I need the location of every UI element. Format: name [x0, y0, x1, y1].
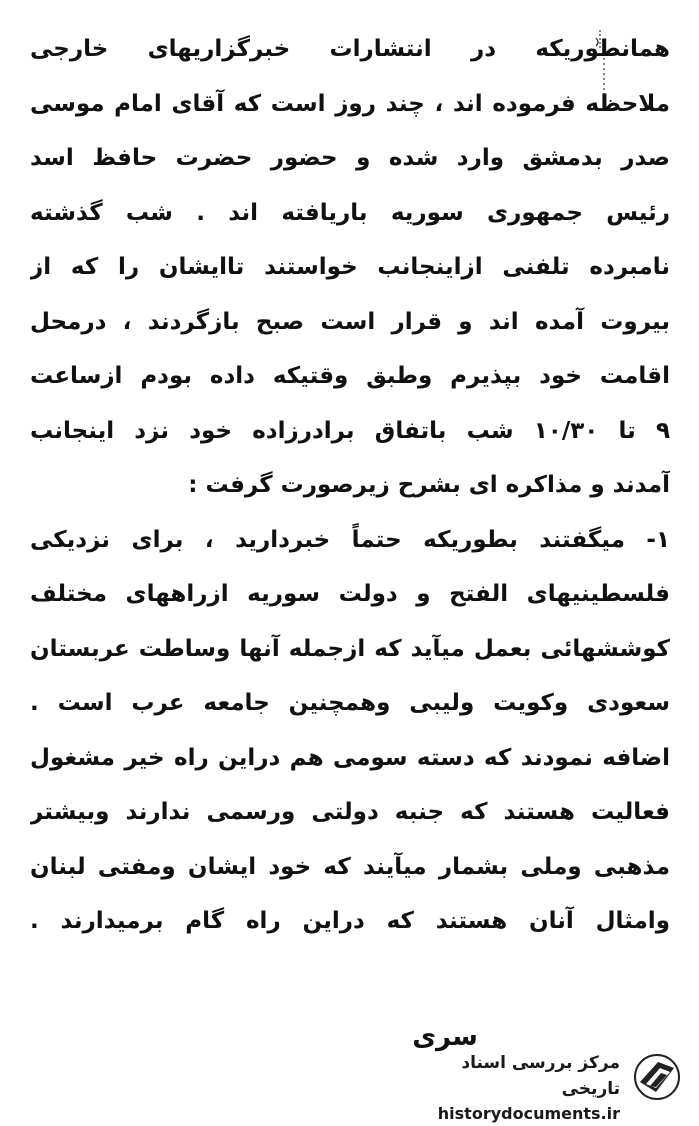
text-line: مذهبی وملی بشمار میآیند که خود ایشان ومفتی لبنان — [30, 853, 670, 880]
classification-mark: سری — [412, 1022, 478, 1052]
watermark-title: مرکز بررسی اسناد تاریخی — [461, 1053, 620, 1099]
text-line: نامبرده تلفنی ازاینجانب خواستند تاایشان را که از — [30, 254, 670, 280]
watermark-text — [400, 1050, 620, 1126]
text-line: فلسطینیهای الفتح و دولت سوریه ازراههای مختلف — [30, 581, 670, 607]
text-line: سعودی وکویت ولیبی وهمچنین جامعه عرب است . — [30, 690, 670, 716]
letter-body — [30, 22, 670, 949]
text-line: ۱- میگفتند بطوریکه حتماً خبردارید ، برای نزدیکی — [30, 526, 670, 553]
text-line: ۹ تا ۱۰/۳۰ شب باتفاق برادرزاده خود نزد اینجانب — [30, 417, 670, 444]
text-line: اضافه نمودند که دسته سومی هم دراین راه خیر مشغول — [30, 744, 670, 771]
text-line: بیروت آمده اند و قرار است صبح بازگردند ، درمحل — [30, 308, 670, 335]
text-line: فعالیت هستند که جنبه دولتی ورسمی ندارند وبیشتر — [30, 799, 670, 825]
text-line: همانطوریکه در انتشارات خبرگزاریهای خارجی — [30, 36, 670, 62]
text-line: صدر بدمشق وارد شده و حضور حضرت حافظ اسد — [30, 145, 670, 171]
watermark-url: historydocuments.ir — [437, 1104, 620, 1123]
text-line: رئیس جمهوری سوریه باریافته اند . شب گذشته — [30, 199, 670, 226]
text-line: ملاحظه فرموده اند ، چند روز است که آقای امام موسی — [30, 90, 670, 117]
archive-logo-icon — [628, 1052, 686, 1102]
watermark — [400, 1050, 690, 1123]
text-line: آمدند و مذاکره ای بشرح زیرصورت گرفت : — [188, 472, 670, 498]
text-line: وامثال آنان هستند که دراین راه گام برمیدارند . — [30, 908, 670, 934]
text-line: کوششهائی بعمل میآید که ازجمله آنها وساطت عربستان — [30, 635, 670, 662]
text-line: اقامت خود بپذیرم وطبق وقتیکه داده بودم ازساعت — [30, 363, 670, 389]
